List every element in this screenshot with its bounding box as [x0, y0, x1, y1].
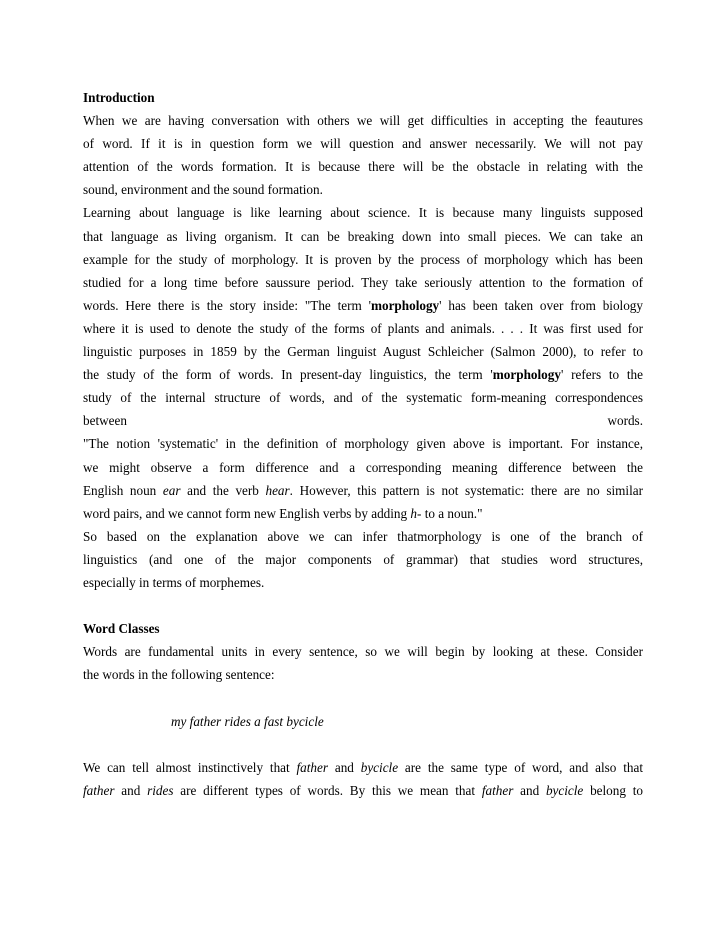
text-line: "The notion 'systematic' in the definition of morphology given above is important. For instance,: [83, 436, 643, 452]
text-line: So based on the explanation above we can infer thatmorphology is one of the branch of: [83, 528, 643, 544]
text-run: word pairs, and we cannot form new English verbs by adding: [83, 505, 411, 521]
text-line: linguistic purposes in 1859 by the German linguist August Schleicher (Salmon 2000), to refer to: [83, 344, 643, 360]
text-run: words. Here there is the story inside: "The term ': [83, 297, 371, 313]
document-page: [83, 86, 643, 802]
text-line: sound, environment and the sound formation.: [83, 182, 323, 198]
text-run: between: [83, 413, 127, 429]
example-word-bycicle: bycicle: [360, 759, 399, 775]
example-word-father: father: [83, 782, 115, 798]
blank-line: [83, 594, 643, 617]
text-run: are the same type of word, and also that: [398, 759, 644, 775]
example-word-hear: hear: [265, 482, 290, 498]
text-run: and: [513, 782, 546, 798]
text-line: linguistics (and one of the major components of grammar) that studies word structures,: [83, 551, 643, 567]
example-word-ear: ear: [162, 482, 181, 498]
text-run: . However, this pattern is not systematic: there are no similar: [289, 482, 644, 498]
term-morphology: morphology: [492, 367, 561, 383]
text-line: [83, 502, 643, 525]
text-line: [83, 294, 643, 317]
text-line: of word. If it is in question form we will question and answer necessarily. We will not pay: [83, 136, 643, 152]
text-run: and: [328, 759, 361, 775]
text-run: are different types of words. By this we mean that: [173, 782, 482, 798]
example-word-bycicle: bycicle: [545, 782, 584, 798]
word-classes-paragraph-2: [83, 756, 643, 802]
text-line: the words in the following sentence:: [83, 667, 275, 683]
text-run: We can tell almost instinctively that: [83, 759, 297, 775]
text-run: to a noun.": [421, 505, 483, 521]
text-line: study of the internal structure of words, and of the systematic form-meaning correspondences: [83, 390, 643, 406]
text-run: and the verb: [180, 482, 266, 498]
text-line: attention of the words formation. It is because there will be the obstacle in relating with the: [83, 159, 643, 175]
text-line: example for the study of morphology. It is proven by the process of morphology which has been: [83, 251, 643, 267]
text-run: belong to: [583, 782, 644, 798]
text-line: [83, 756, 643, 779]
intro-paragraph-2: [83, 201, 643, 432]
example-word-father: father: [296, 759, 329, 775]
text-line: that language as living organism. It can be breaking down into small pieces. We can take an: [83, 228, 643, 244]
intro-paragraph-3: [83, 432, 643, 524]
text-line: When we are having conversation with others we will get difficulties in accepting the feautures: [83, 113, 643, 129]
text-line: Learning about language is like learning about science. It is because many linguists supposed: [83, 205, 643, 221]
example-word-father: father: [481, 782, 514, 798]
text-run: English noun: [83, 482, 163, 498]
text-line: [83, 363, 643, 386]
text-line: we might observe a form difference and a corresponding meaning difference between the: [83, 459, 643, 475]
example-prefix-h: h-: [410, 505, 422, 521]
text-line: Words are fundamental units in every sentence, so we will begin by looking at these. Consider: [83, 644, 643, 660]
word-classes-paragraph-1: [83, 640, 643, 686]
text-run: ' has been taken over from biology: [439, 297, 643, 313]
text-line: especially in terms of morphemes.: [83, 574, 265, 590]
text-line: [83, 779, 643, 802]
intro-paragraph-1: [83, 109, 643, 201]
text-run: the study of the form of words. In present-day linguistics, the term ': [83, 367, 493, 383]
intro-paragraph-4: [83, 525, 643, 594]
text-run: and: [114, 782, 148, 798]
text-line: where it is used to denote the study of the forms of plants and animals. . . . It was first used for: [83, 320, 643, 336]
example-word-rides: rides: [147, 782, 174, 798]
text-line: [83, 479, 643, 502]
text-run: words.: [607, 413, 643, 429]
blank-line: [83, 686, 643, 709]
blank-line: [83, 733, 643, 756]
text-run: ' refers to the: [560, 367, 643, 383]
word-classes-heading: Word Classes: [83, 621, 160, 637]
example-sentence: my father rides a fast bycicle: [171, 713, 324, 729]
introduction-heading: Introduction: [83, 90, 155, 105]
term-morphology: morphology: [371, 297, 440, 313]
text-line: [83, 409, 643, 432]
text-line: studied for a long time before saussure period. They take seriously attention to the formation of: [83, 274, 643, 290]
